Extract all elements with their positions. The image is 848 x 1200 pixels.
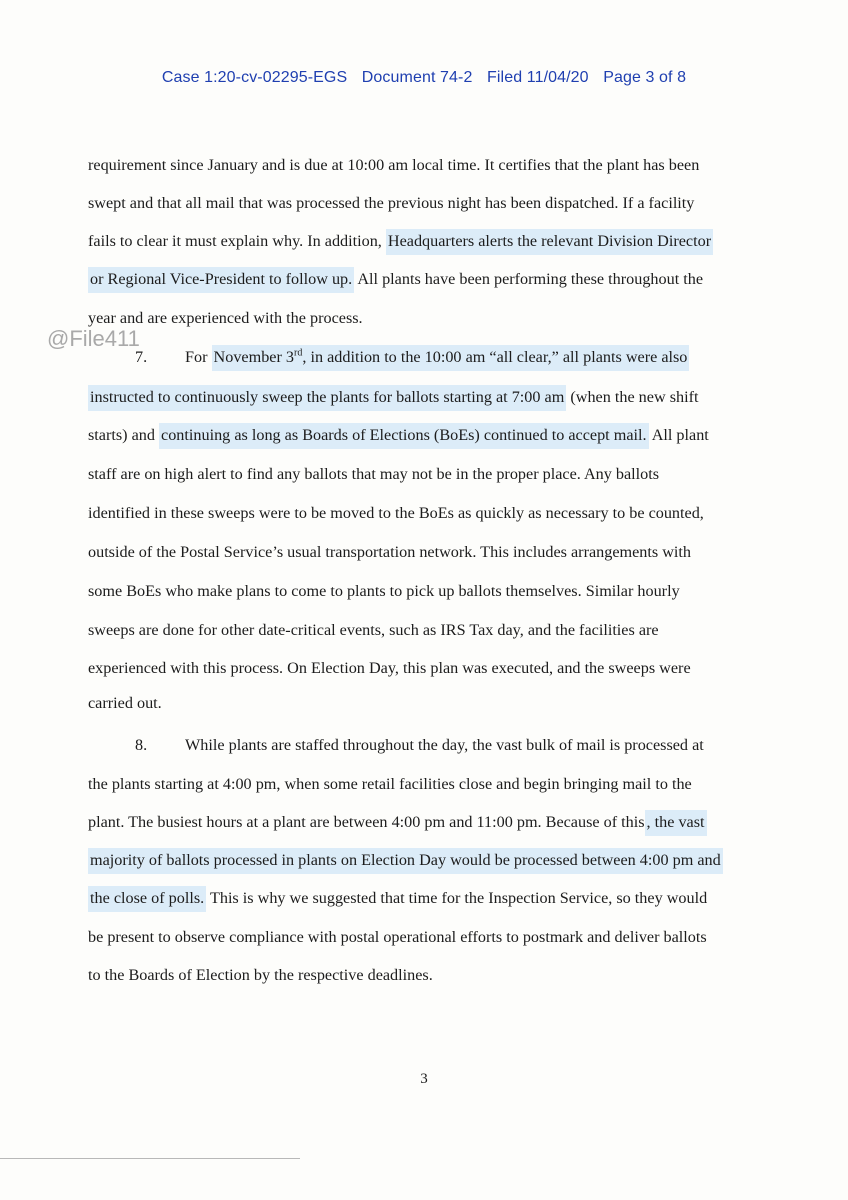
body-line [185, 343, 689, 371]
body-line [88, 846, 723, 874]
body-line: swept and that all mail that was processed the previous night has been dispatched. If a facility [88, 194, 695, 212]
body-line [88, 808, 707, 836]
text-run: All plants have been performing these throughout the [354, 270, 704, 288]
body-line: some BoEs who make plans to come to plants to pick up ballots themselves. Similar hourly [88, 582, 680, 600]
body-line: to the Boards of Election by the respective deadlines. [88, 966, 433, 984]
text-run: plant. The busiest hours at a plant are between 4:00 pm and 11:00 pm. Because of this [88, 813, 645, 831]
highlighted-text: , the vast [645, 810, 707, 836]
paragraph-number: 8. [135, 736, 148, 754]
page-number: 3 [420, 1071, 428, 1087]
body-line: staff are on high alert to find any ballots that may not be in the proper place. Any ballots [88, 465, 660, 483]
body-line: sweeps are done for other date-critical events, such as IRS Tax day, and the facilities are [88, 621, 659, 639]
text-run: , in addition to the 10:00 am “all clear,” all plants were also [302, 348, 688, 366]
text-run: November 3 [213, 348, 295, 366]
highlighted-text [212, 345, 690, 371]
highlighted-text: Headquarters alerts the relevant Division Director [386, 229, 713, 255]
document-number: Document 74-2 [361, 69, 473, 86]
text-run: All plant [648, 426, 709, 444]
highlighted-text: majority of ballots processed in plants on Election Day would be processed between 4:00 pm and [88, 848, 723, 874]
text-run: fails to clear it must explain why. In addition, [88, 232, 386, 250]
footer-divider [0, 1158, 300, 1159]
body-line [88, 227, 713, 255]
body-line [88, 884, 707, 912]
body-line: identified in these sweeps were to be moved to the BoEs as quickly as necessary to be counted, [88, 504, 704, 522]
body-line: experienced with this process. On Election Day, this plan was executed, and the sweeps were [88, 659, 691, 677]
body-line: carried out. [88, 694, 162, 712]
highlighted-text: or Regional Vice-President to follow up. [88, 267, 354, 293]
body-line [88, 383, 698, 411]
body-line: be present to observe compliance with postal operational efforts to postmark and deliver ballots [88, 928, 707, 946]
page-indicator: Page 3 of 8 [603, 69, 687, 86]
highlighted-text: instructed to continuously sweep the plants for ballots starting at 7:00 am [88, 385, 566, 411]
body-line: the plants starting at 4:00 pm, when some retail facilities close and begin bringing mail to the [88, 775, 692, 793]
body-line [88, 265, 703, 293]
highlighted-text: the close of polls. [88, 886, 206, 912]
superscript: rd [294, 347, 303, 359]
filed-date: Filed 11/04/20 [487, 69, 589, 86]
body-line: requirement since January and is due at 10:00 am local time. It certifies that the plant has been [88, 156, 700, 174]
body-line: year and are experienced with the process. [88, 309, 363, 327]
watermark: @File411 [47, 326, 140, 351]
highlighted-text: continuing as long as Boards of Elections (BoEs) continued to accept mail. [159, 423, 649, 449]
text-run: starts) and [88, 426, 160, 444]
body-line: outside of the Postal Service’s usual transportation network. This includes arrangements with [88, 543, 692, 561]
case-number: Case 1:20-cv-02295-EGS [161, 69, 348, 86]
body-line: While plants are staffed throughout the day, the vast bulk of mail is processed at [185, 736, 704, 754]
paragraph-number: 7. [135, 348, 148, 366]
text-run: This is why we suggested that time for the Inspection Service, so they would [206, 889, 708, 907]
text-run: For [185, 348, 212, 366]
text-run: (when the new shift [566, 388, 699, 406]
body-line [88, 421, 709, 449]
case-header [0, 69, 848, 87]
